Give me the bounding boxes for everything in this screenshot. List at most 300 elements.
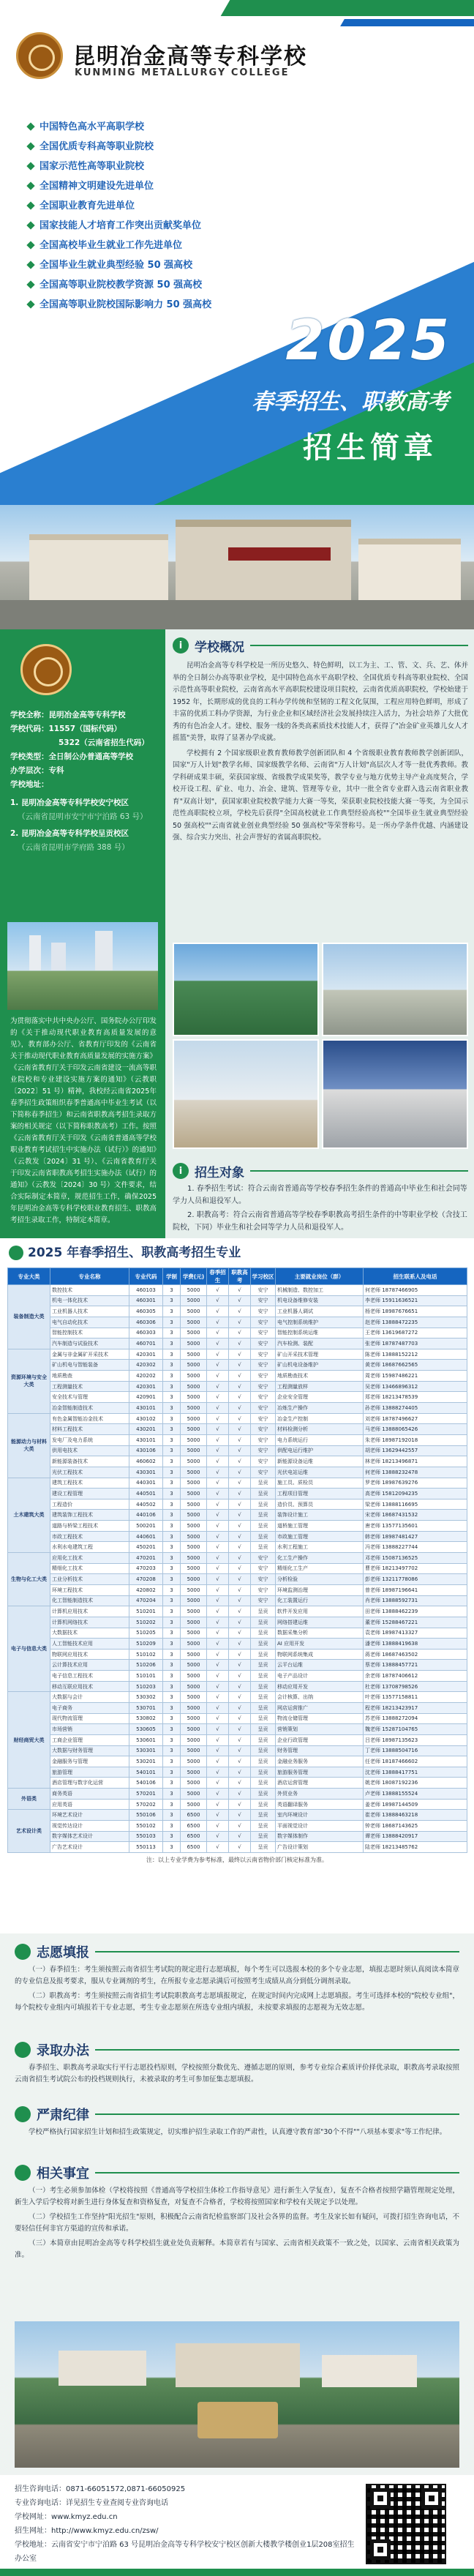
- table-cell: √: [207, 1724, 229, 1735]
- fact-label: 学校地址：: [10, 780, 49, 789]
- table-cell: √: [207, 1456, 229, 1467]
- campus-addr: （云南省昆明市安宁市宁泊路 63 号）: [18, 812, 148, 821]
- table-cell: 丁老师 13888504716: [364, 1745, 467, 1756]
- table-row: [8, 1338, 467, 1349]
- table-cell: √: [207, 1842, 229, 1853]
- table-cell: 530701: [129, 1702, 163, 1713]
- table-cell: 安宁: [251, 1328, 276, 1338]
- majors-table: [7, 1268, 467, 1853]
- section-badge-icon: [15, 1944, 31, 1960]
- table-cell: 安宁: [251, 1553, 276, 1564]
- table-cell: 孙老师 13888274405: [364, 1403, 467, 1414]
- photo-gallery: [173, 943, 468, 1155]
- table-cell: 移动互联应用技术: [50, 1681, 129, 1692]
- table-cell: 530601: [129, 1734, 163, 1745]
- table-cell: 430301: [129, 1467, 163, 1478]
- table-cell: √: [229, 1724, 251, 1735]
- table-cell: 陆老师 18213485762: [364, 1842, 467, 1853]
- footer-bar: [0, 2569, 474, 2576]
- table-cell: 呈贡: [251, 1692, 276, 1703]
- table-cell: 安宁: [251, 1360, 276, 1371]
- table-cell: 精细化工技术: [50, 1563, 129, 1574]
- info-sidebar: [0, 629, 165, 1238]
- contact-address: 学校地址：云南省安宁市宁泊路 63 号昆明冶金高等专科学校安宁校区创新大楼教学楼创业1层208室招生办公室: [15, 2541, 355, 2563]
- table-cell: √: [207, 1521, 229, 1532]
- fact-value: 全日制公办普通高等学校: [48, 752, 133, 761]
- fact-row: [10, 736, 161, 750]
- table-cell: 安宁: [251, 1434, 276, 1445]
- table-cell: √: [207, 1584, 229, 1595]
- fact-row: [10, 708, 161, 722]
- overview-paragraph: 学校拥有 2 个国家级职业教育教师教学创新团队和 4 个省级职业教育教师教学创新团队，国家"万人计划"教学名师、国家级教学名师、云南省"万人计划"高层次人才等一批优秀教师。教学科研成果丰硕，荣获国家级、省级教学成果奖等，教学专业与地方优势主导产业高度契合，学校开设工程、矿业、电力、冶金、建筑、管理等专业，其中一批全省专业群入选云南省职业教育"双高计划"，获国家职业院校教学能力大赛一等奖，荣获职业院校技能大赛一等奖，为全国示范性高职院校立项，学校先后获得"全国高校就业工作典型经验高校""全国毕业生就业典型经验 50 强高校""云南省就业创业典型经验 50 强高校"等荣誉称号。是一所办学条件优越、内涵建设强、综合实力突出、社会声誉好的省属高职院校。: [173, 749, 468, 842]
- honor-item: 中国特色高水平高职学校: [28, 117, 211, 137]
- table-cell: 郑老师 18213478539: [364, 1392, 467, 1403]
- table-cell: √: [207, 1424, 229, 1435]
- table-cell: 5000: [181, 1542, 207, 1553]
- table-row: [8, 1317, 467, 1328]
- table-cell: 6500: [181, 1821, 207, 1832]
- table-cell: 5000: [181, 1349, 207, 1360]
- overview-header: [173, 635, 468, 656]
- table-row: [8, 1724, 467, 1735]
- table-cell: 呈贡: [251, 1702, 276, 1713]
- table-cell: 电子信息工程技术: [50, 1671, 129, 1682]
- table-cell: 3: [163, 1306, 181, 1317]
- table-cell: 电气控制系统维护: [276, 1317, 364, 1328]
- table-cell: 计算机网络技术: [50, 1617, 129, 1628]
- table-cell: 5000: [181, 1295, 207, 1306]
- table-cell: 工业机器人调试: [276, 1306, 364, 1317]
- table-cell: √: [207, 1595, 229, 1606]
- table-cell: 梁老师 13888116695: [364, 1499, 467, 1510]
- honor-item: 全国毕业生就业典型经验 50 强高校: [28, 255, 211, 275]
- table-body: [8, 1285, 467, 1853]
- table-cell: 工业机器人技术: [50, 1306, 129, 1317]
- table-cell: √: [229, 1821, 251, 1832]
- table-cell: 电力系统运行: [276, 1434, 364, 1445]
- table-cell: 5000: [181, 1489, 207, 1499]
- section-badge-icon: i: [173, 1163, 189, 1179]
- table-cell: 市政工程技术: [50, 1531, 129, 1542]
- table-cell: 5000: [181, 1702, 207, 1713]
- table-cell: 冶金生产控制: [276, 1413, 364, 1424]
- table-cell: 3: [163, 1574, 181, 1585]
- fact-label: 学校代码：: [10, 724, 49, 733]
- table-cell: 3: [163, 1553, 181, 1564]
- table-cell: 蔡老师 13888457721: [364, 1660, 467, 1671]
- table-row: [8, 1595, 467, 1606]
- table-cell: 3: [163, 1681, 181, 1692]
- table-row: [8, 1842, 467, 1853]
- table-cell: 安宁: [251, 1445, 276, 1456]
- table-cell: 酒店运营管理: [276, 1778, 364, 1789]
- table-cell: 430201: [129, 1424, 163, 1435]
- section-paragraph: （二）学校招生工作坚持"阳光招生"原则，积极配合云南省纪检监察部门及社会各界的监督。考生及家长如有疑问，可拨打招生咨询电话，不要轻信任何非官方渠道的宣传和承诺。: [15, 2213, 459, 2233]
- table-cell: 3: [163, 1628, 181, 1639]
- contact-major-phone: 专业咨询电话：详见招生专业查阅专业咨询电话: [15, 2499, 168, 2507]
- campus-building: [358, 539, 461, 600]
- section-rule: [95, 1951, 459, 1952]
- table-cell: 3: [163, 1434, 181, 1445]
- table-cell: 赵老师 13888472235: [364, 1317, 467, 1328]
- gallery-photo: [173, 943, 319, 1036]
- table-row: [8, 1810, 467, 1821]
- table-row: [8, 1692, 467, 1703]
- table-cell: 540106: [129, 1778, 163, 1789]
- table-cell: 英语翻译服务: [276, 1799, 364, 1810]
- table-cell: 化工生产操作: [276, 1553, 364, 1564]
- table-cell: √: [229, 1392, 251, 1403]
- table-cell: 机电一体化技术: [50, 1295, 129, 1306]
- table-cell: 470201: [129, 1553, 163, 1564]
- table-cell: 550106: [129, 1810, 163, 1821]
- table-cell: √: [207, 1606, 229, 1617]
- table-cell: √: [207, 1639, 229, 1650]
- campus-aerial-photo: [15, 2321, 459, 2468]
- table-row: [8, 1639, 467, 1650]
- table-cell: 5000: [181, 1392, 207, 1403]
- table-cell: √: [207, 1553, 229, 1564]
- table-cell: 3: [163, 1745, 181, 1756]
- honor-item: 全国高校毕业生就业工作先进单位: [28, 236, 211, 255]
- table-cell: 550113: [129, 1842, 163, 1853]
- table-cell: 3: [163, 1734, 181, 1745]
- table-cell: 光伏工程技术: [50, 1467, 129, 1478]
- table-cell: √: [229, 1649, 251, 1660]
- table-cell: √: [207, 1478, 229, 1489]
- table-header-cell: 学制: [163, 1268, 181, 1285]
- qr-finder: [370, 2539, 391, 2560]
- table-row: [8, 1584, 467, 1595]
- table-cell: AI 应用开发: [276, 1639, 364, 1650]
- table-cell: √: [229, 1692, 251, 1703]
- table-cell: 5000: [181, 1510, 207, 1521]
- table-cell: 矿山机电与智能装备: [50, 1360, 129, 1371]
- table-cell: 人工智能技术应用: [50, 1639, 129, 1650]
- campus-addr: （云南省昆明市学府路 388 号）: [18, 843, 129, 852]
- table-cell: √: [229, 1606, 251, 1617]
- honor-item: 全国精神文明建设先进单位: [28, 176, 211, 196]
- table-row: [8, 1445, 467, 1456]
- table-cell: √: [207, 1831, 229, 1842]
- school-name-en: KUNMING METALLURGY COLLEGE: [75, 67, 290, 78]
- table-cell: 呈贡: [251, 1499, 276, 1510]
- section-paragraph: （三）本简章由昆明冶金高等专科学校招生就业处负责解释。本简章若有与国家、云南省相关政策不一致之处，以国家、云南省相关政策为准。: [15, 2239, 459, 2259]
- table-cell: 张老师 18787487703: [364, 1338, 467, 1349]
- table-cell: 540101: [129, 1767, 163, 1778]
- section-header: [15, 2105, 459, 2124]
- table-cell: 余老师 18787406612: [364, 1671, 467, 1682]
- table-category-cell: 能源动力与材料大类: [8, 1413, 50, 1478]
- table-cell: 5000: [181, 1799, 207, 1810]
- campus-building: [322, 2355, 417, 2387]
- table-cell: √: [229, 1734, 251, 1745]
- table-row: [8, 1660, 467, 1671]
- table-cell: 呈贡: [251, 1734, 276, 1745]
- table-cell: 420302: [129, 1360, 163, 1371]
- table-header-cell: 职教高考: [229, 1268, 251, 1285]
- table-cell: 570202: [129, 1799, 163, 1810]
- table-cell: 470208: [129, 1574, 163, 1585]
- table-cell: 6500: [181, 1831, 207, 1842]
- table-cell: 马老师 13888065426: [364, 1424, 467, 1435]
- table-cell: 安宁: [251, 1595, 276, 1606]
- table-cell: 谭老师 13888420917: [364, 1831, 467, 1842]
- section-title: 学校概况: [195, 640, 244, 655]
- table-cell: 数字媒体艺术设计: [50, 1831, 129, 1842]
- table-cell: 530302: [129, 1692, 163, 1703]
- table-cell: 5000: [181, 1584, 207, 1595]
- table-cell: 吕老师 18987135623: [364, 1734, 467, 1745]
- table-cell: 呈贡: [251, 1831, 276, 1842]
- table-cell: 姜老师 18987144509: [364, 1799, 467, 1810]
- table-cell: 510203: [129, 1681, 163, 1692]
- table-cell: 470203: [129, 1563, 163, 1574]
- table-cell: 呈贡: [251, 1756, 276, 1767]
- table-cell: √: [229, 1671, 251, 1682]
- table-row: [8, 1510, 467, 1521]
- table-cell: 3: [163, 1606, 181, 1617]
- table-cell: 呈贡: [251, 1606, 276, 1617]
- table-cell: 5000: [181, 1445, 207, 1456]
- qr-code-icon[interactable]: [366, 2484, 446, 2564]
- table-cell: 5000: [181, 1521, 207, 1532]
- table-cell: √: [229, 1595, 251, 1606]
- table-cell: √: [229, 1574, 251, 1585]
- section-header: [15, 2163, 459, 2182]
- section-paragraph: （二）职教高考：考生须按照云南省招生考试院职教高考志愿填报规定，在规定时间内完成网上志愿填报。考生可选择本校的"院校专业组"，每个院校专业组内可填报若干专业志愿，考生专业志愿须在所选专业组内填报，未按要求填报的志愿视为无效志愿。: [15, 1992, 459, 2012]
- table-row: [8, 1349, 467, 1360]
- related-section: [15, 2163, 459, 2261]
- table-cell: 5000: [181, 1531, 207, 1542]
- table-cell: 呈贡: [251, 1478, 276, 1489]
- table-cell: 旅游管理: [50, 1767, 129, 1778]
- table-cell: 田老师 13888462239: [364, 1606, 467, 1617]
- table-cell: 王老师 13619687272: [364, 1328, 467, 1338]
- table-cell: 化工装置运行: [276, 1595, 364, 1606]
- table-cell: 地质勘查: [50, 1371, 129, 1382]
- table-row: [8, 1392, 467, 1403]
- table-cell: √: [207, 1660, 229, 1671]
- table-cell: 物流仓储管理: [276, 1713, 364, 1724]
- table-cell: 云计算技术应用: [50, 1660, 129, 1671]
- table-cell: 室内环境设计: [276, 1810, 364, 1821]
- qr-finder: [421, 2488, 442, 2509]
- table-cell: 430106: [129, 1445, 163, 1456]
- hero-year: 2025: [285, 307, 452, 372]
- table-cell: 环境艺术设计: [50, 1810, 129, 1821]
- table-cell: 金属与非金属矿开采技术: [50, 1349, 129, 1360]
- fact-value: 昆明冶金高等专科学校: [48, 711, 126, 719]
- section-title: 招生对象: [195, 1165, 244, 1180]
- table-cell: √: [207, 1531, 229, 1542]
- table-cell: 曹老师 18213497702: [364, 1563, 467, 1574]
- table-cell: √: [229, 1713, 251, 1724]
- table-cell: 呈贡: [251, 1521, 276, 1532]
- table-row: [8, 1456, 467, 1467]
- table-cell: √: [229, 1810, 251, 1821]
- table-cell: 魏老师 15287104765: [364, 1724, 467, 1735]
- table-cell: 有色金属智能冶金技术: [50, 1413, 129, 1424]
- table-cell: 罗老师 18987639276: [364, 1478, 467, 1489]
- table-cell: √: [229, 1381, 251, 1392]
- table-cell: √: [229, 1553, 251, 1564]
- table-cell: 工程造价: [50, 1499, 129, 1510]
- table-cell: √: [229, 1478, 251, 1489]
- table-cell: 420202: [129, 1371, 163, 1382]
- contact-phone[interactable]: 招生咨询电话：0871-66051572,0871-66050925: [15, 2485, 186, 2493]
- table-cell: 3: [163, 1595, 181, 1606]
- table-category-cell: 外语类: [8, 1789, 50, 1810]
- table-row: [8, 1521, 467, 1532]
- table-cell: √: [229, 1456, 251, 1467]
- table-cell: 企业安全管理: [276, 1392, 364, 1403]
- honors-list: [28, 117, 211, 315]
- table-header-cell: 春季招生: [207, 1268, 229, 1285]
- table-cell: 呈贡: [251, 1531, 276, 1542]
- table-title: 2025 年春季招生、职教高考招生专业: [7, 1244, 467, 1263]
- city-photo: [7, 922, 158, 1010]
- table-cell: 呈贡: [251, 1778, 276, 1789]
- table-cell: 安宁: [251, 1467, 276, 1478]
- table-cell: 440502: [129, 1499, 163, 1510]
- table-cell: 440106: [129, 1510, 163, 1521]
- table-cell: √: [207, 1295, 229, 1306]
- table-cell: √: [207, 1349, 229, 1360]
- table-cell: 460301: [129, 1295, 163, 1306]
- table-cell: 陈老师 13888152212: [364, 1349, 467, 1360]
- table-row: [8, 1713, 467, 1724]
- table-cell: 电子产品设计: [276, 1671, 364, 1682]
- target-paragraph: 1. 春季招生考试：符合云南省普通高等学校春季招生条件的普通高中毕业生和社会同等学力人员和退役军人。: [173, 1185, 467, 1205]
- table-cell: √: [229, 1702, 251, 1713]
- table-cell: √: [207, 1617, 229, 1628]
- table-cell: 安宁: [251, 1456, 276, 1467]
- table-cell: 3: [163, 1617, 181, 1628]
- table-cell: 510206: [129, 1660, 163, 1671]
- table-cell: √: [207, 1756, 229, 1767]
- table-cell: 网店运营推广: [276, 1702, 364, 1713]
- table-cell: 3: [163, 1360, 181, 1371]
- table-cell: 3: [163, 1799, 181, 1810]
- table-cell: √: [207, 1649, 229, 1660]
- table-cell: 3: [163, 1639, 181, 1650]
- table-cell: 呈贡: [251, 1510, 276, 1521]
- table-cell: √: [229, 1542, 251, 1553]
- table-cell: √: [229, 1285, 251, 1296]
- section-badge-icon: [15, 2042, 31, 2058]
- table-cell: 安全技术与管理: [50, 1392, 129, 1403]
- fact-row: [10, 750, 161, 764]
- table-cell: 3: [163, 1724, 181, 1735]
- table-cell: 高老师 15812094235: [364, 1489, 467, 1499]
- table-cell: √: [207, 1510, 229, 1521]
- table-cell: 5000: [181, 1328, 207, 1338]
- table-cell: 酒店管理与数字化运营: [50, 1778, 129, 1789]
- table-cell: 建设工程管理: [50, 1489, 129, 1499]
- contact-website-link[interactable]: 学校网址：www.kmyz.edu.cn: [15, 2513, 118, 2521]
- table-cell: 肖老师 13888592731: [364, 1595, 467, 1606]
- table-cell: √: [207, 1713, 229, 1724]
- table-cell: √: [207, 1445, 229, 1456]
- table-cell: 5000: [181, 1403, 207, 1414]
- table-cell: 3: [163, 1542, 181, 1553]
- table-cell: √: [229, 1639, 251, 1650]
- section-rule: [95, 2113, 459, 2115]
- table-cell: 邓老师 15087136525: [364, 1553, 467, 1564]
- table-cell: √: [207, 1371, 229, 1382]
- table-cell: 5000: [181, 1639, 207, 1650]
- table-cell: 530802: [129, 1713, 163, 1724]
- table-cell: 汽车制造与试验技术: [50, 1338, 129, 1349]
- honor-item: 国家示范性高等职业院校: [28, 157, 211, 176]
- table-cell: √: [229, 1317, 251, 1328]
- table-cell: 460103: [129, 1285, 163, 1296]
- table-cell: 材料检测分析: [276, 1424, 364, 1435]
- table-cell: √: [207, 1799, 229, 1810]
- table-row: [8, 1499, 467, 1510]
- table-row: [8, 1285, 467, 1296]
- table-cell: √: [229, 1489, 251, 1499]
- table-cell: 会计核算、出纳: [276, 1692, 364, 1703]
- table-cell: 安宁: [251, 1392, 276, 1403]
- table-cell: 5000: [181, 1660, 207, 1671]
- table-cell: 软件开发应用: [276, 1606, 364, 1617]
- table-row: [8, 1434, 467, 1445]
- table-note: 注：以上专业学费为参考标准，最终以云南省物价部门核定标准为准。: [146, 1856, 328, 1863]
- table-cell: 安宁: [251, 1403, 276, 1414]
- table-cell: 5000: [181, 1745, 207, 1756]
- table-cell: 3: [163, 1499, 181, 1510]
- table-cell: 电子商务: [50, 1702, 129, 1713]
- honor-item: 全国职业教育先进单位: [28, 196, 211, 216]
- table-cell: 5000: [181, 1574, 207, 1585]
- table-cell: 3: [163, 1563, 181, 1574]
- table-cell: 机电设备维修安装: [276, 1295, 364, 1306]
- table-cell: 安宁: [251, 1306, 276, 1317]
- table-cell: √: [207, 1789, 229, 1800]
- campus-address: [10, 796, 161, 855]
- target-paragraph: 2. 职教高考：符合云南省普通高等学校春季职教高考招生条件的中等职业学校（含技工院校，下同）毕业生和社会同等学力人员和退役军人。: [173, 1211, 467, 1232]
- table-cell: √: [229, 1510, 251, 1521]
- table-cell: 3: [163, 1467, 181, 1478]
- table-cell: 吴老师 13466896312: [364, 1381, 467, 1392]
- table-cell: √: [207, 1381, 229, 1392]
- table-cell: 5000: [181, 1628, 207, 1639]
- table-cell: 财务管理: [276, 1745, 364, 1756]
- table-cell: 3: [163, 1789, 181, 1800]
- table-cell: 胡老师 13629442557: [364, 1445, 467, 1456]
- table-cell: √: [229, 1767, 251, 1778]
- table-cell: 3: [163, 1713, 181, 1724]
- table-row: [8, 1371, 467, 1382]
- table-cell: 装饰设计施工: [276, 1510, 364, 1521]
- table-cell: √: [207, 1392, 229, 1403]
- table-cell: 精细化工生产: [276, 1563, 364, 1574]
- section-title: 录取办法: [37, 2043, 89, 2059]
- table-cell: 大数据与财务管理: [50, 1745, 129, 1756]
- contact-admission-link[interactable]: 招生网址：http://www.kmyz.edu.cn/zsw/: [15, 2527, 159, 2535]
- table-cell: 建筑工程技术: [50, 1478, 129, 1489]
- discipline-section: [15, 2105, 459, 2138]
- table-cell: 分析检验: [276, 1574, 364, 1585]
- table-cell: 430101: [129, 1434, 163, 1445]
- table-cell: 3: [163, 1810, 181, 1821]
- table-cell: √: [229, 1349, 251, 1360]
- table-cell: 大数据技术: [50, 1628, 129, 1639]
- table-cell: 呈贡: [251, 1745, 276, 1756]
- table-cell: √: [207, 1671, 229, 1682]
